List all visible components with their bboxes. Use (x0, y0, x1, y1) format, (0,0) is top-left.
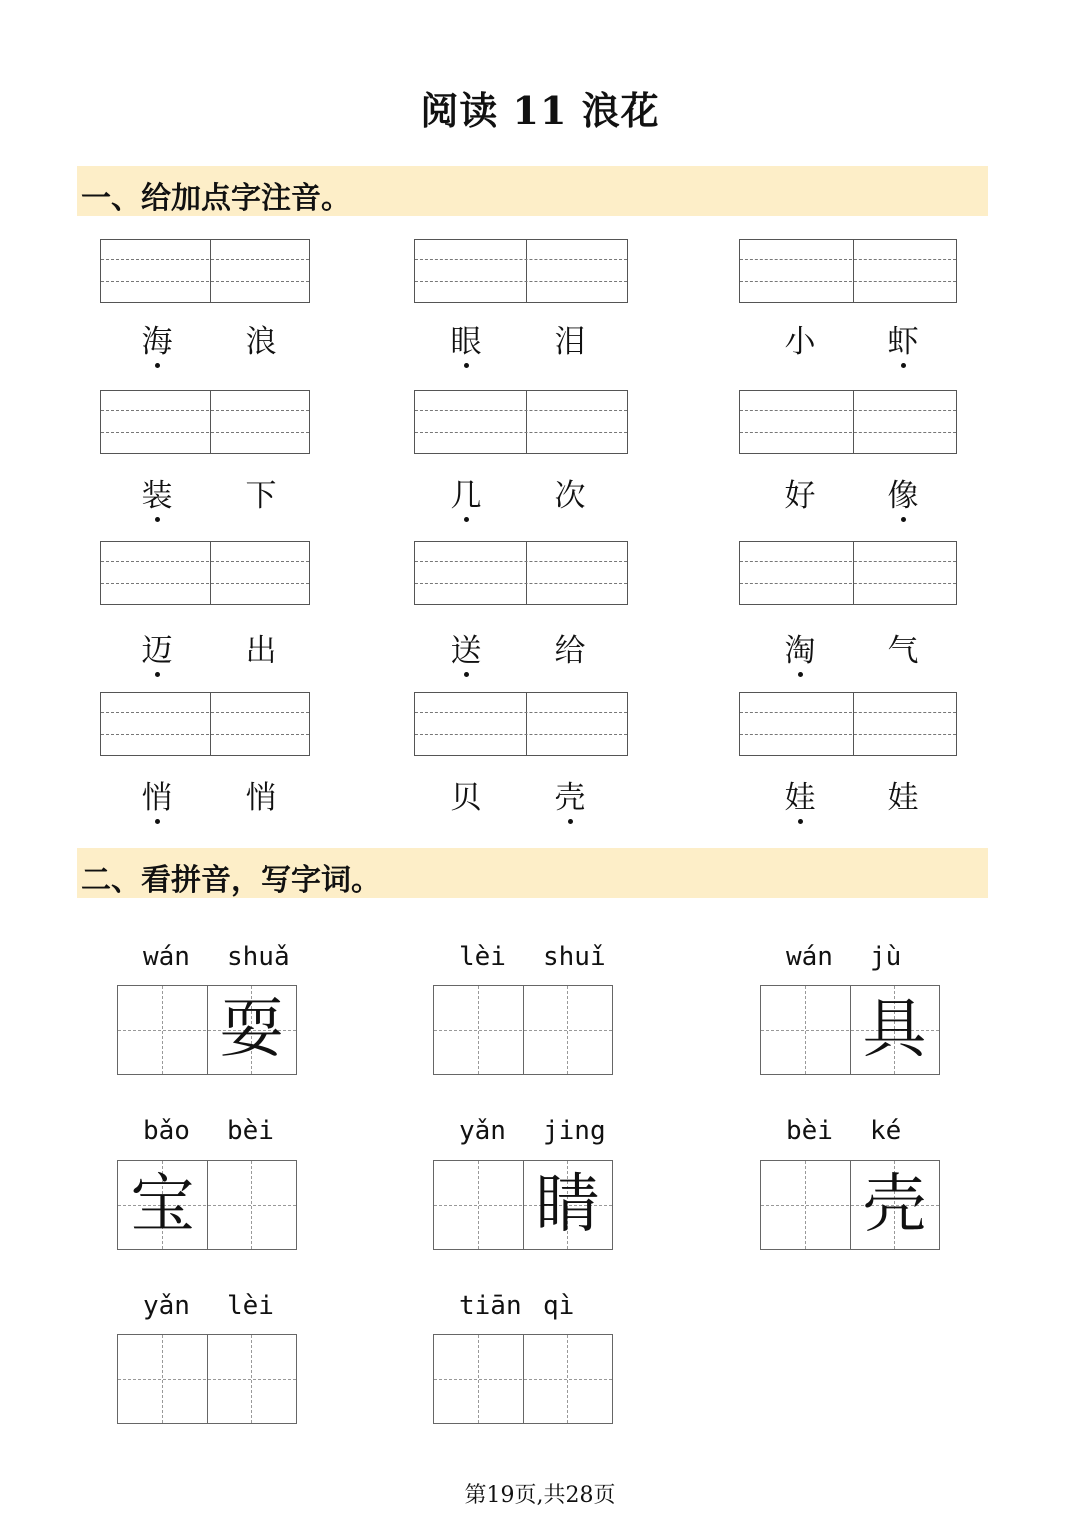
pinyin-syllable: wán (143, 942, 190, 972)
pinyin-syllable: tiān (459, 1291, 522, 1321)
pinyin-syllable: bèi (786, 1116, 833, 1146)
character: 出 (245, 633, 277, 669)
section-header-2 (77, 848, 988, 898)
pinyin-syllable: qì (543, 1291, 575, 1321)
character: 次 (554, 478, 586, 514)
dotted-character: 虾 (888, 316, 919, 361)
pinyin-syllable: jù (870, 942, 902, 972)
character: 给 (554, 633, 586, 669)
character: 浪 (245, 324, 277, 360)
pinyin-syllable: ké (870, 1116, 902, 1146)
pinyin-syllable: lèi (227, 1291, 274, 1321)
pinyin-answer-box[interactable] (414, 692, 628, 756)
pinyin-answer-box[interactable] (739, 390, 957, 454)
dotted-character: 装 (142, 470, 173, 515)
tianzige-writing-grid[interactable] (117, 1160, 297, 1250)
page-title: 阅读 11 浪花 (420, 88, 660, 133)
pinyin-syllable: shuǐ (543, 942, 606, 972)
given-character: 耍 (219, 993, 284, 1067)
pinyin-syllable: yǎn (143, 1291, 190, 1321)
tianzige-writing-grid[interactable] (433, 1160, 613, 1250)
pinyin-syllable: wán (786, 942, 833, 972)
dotted-character: 海 (142, 316, 173, 361)
dotted-character: 淘 (785, 625, 816, 670)
pinyin-answer-box[interactable] (100, 390, 310, 454)
dotted-character: 像 (888, 470, 919, 515)
tianzige-writing-grid[interactable] (760, 985, 940, 1075)
tianzige-writing-grid[interactable] (760, 1160, 940, 1250)
pinyin-syllable: lèi (459, 942, 506, 972)
section-header-1 (77, 166, 988, 216)
given-character: 具 (862, 993, 927, 1067)
dotted-character: 娃 (785, 772, 816, 817)
dotted-character: 悄 (142, 772, 173, 817)
dotted-character: 眼 (451, 316, 482, 361)
pinyin-answer-box[interactable] (739, 692, 957, 756)
tianzige-writing-grid[interactable] (433, 985, 613, 1075)
pinyin-answer-box[interactable] (414, 541, 628, 605)
character: 下 (245, 478, 277, 514)
pinyin-answer-box[interactable] (414, 239, 628, 303)
pinyin-syllable: bèi (227, 1116, 274, 1146)
pinyin-syllable: shuǎ (227, 942, 290, 972)
pinyin-answer-box[interactable] (414, 390, 628, 454)
dotted-character: 几 (451, 470, 482, 515)
tianzige-writing-grid[interactable] (433, 1334, 613, 1424)
given-character: 睛 (535, 1168, 600, 1242)
dotted-character: 壳 (555, 772, 586, 817)
pinyin-answer-box[interactable] (100, 239, 310, 303)
character: 悄 (245, 780, 277, 816)
given-character: 壳 (862, 1168, 927, 1242)
section-title-2: 二、看拼音，写字词。 (81, 863, 381, 898)
dotted-character: 迈 (142, 625, 173, 670)
character: 气 (887, 633, 919, 669)
pinyin-answer-box[interactable] (739, 541, 957, 605)
character: 贝 (450, 780, 482, 816)
pinyin-answer-box[interactable] (100, 692, 310, 756)
character: 娃 (887, 780, 919, 816)
given-character: 宝 (130, 1168, 195, 1242)
pinyin-syllable: jing (543, 1116, 606, 1146)
dotted-character: 送 (451, 625, 482, 670)
pinyin-answer-box[interactable] (100, 541, 310, 605)
section-title-1: 一、给加点字注音。 (81, 181, 351, 216)
page-footer: 第19页,共28页 (464, 1483, 616, 1508)
pinyin-syllable: bǎo (143, 1116, 190, 1146)
pinyin-answer-box[interactable] (739, 239, 957, 303)
tianzige-writing-grid[interactable] (117, 985, 297, 1075)
character: 泪 (554, 324, 586, 360)
pinyin-syllable: yǎn (459, 1116, 506, 1146)
character: 小 (784, 324, 816, 360)
character: 好 (784, 478, 816, 514)
tianzige-writing-grid[interactable] (117, 1334, 297, 1424)
